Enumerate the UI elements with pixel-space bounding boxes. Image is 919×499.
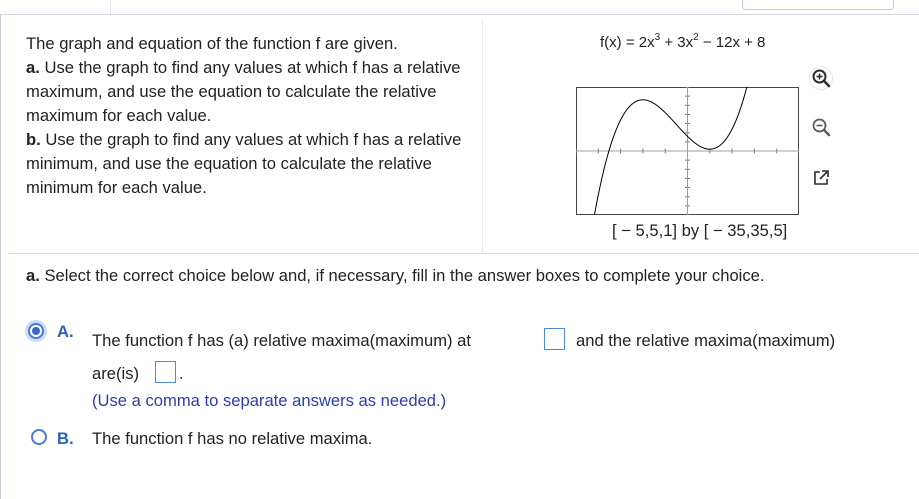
choice-b-text: The function f has no relative maxima. — [92, 429, 373, 448]
section-divider — [8, 253, 919, 254]
part-a-label: a. — [26, 58, 40, 77]
choice-a-text-3: are(is) — [92, 364, 140, 383]
vertical-divider — [482, 20, 483, 252]
answer-hint: (Use a comma to separate answers as needed.) — [92, 391, 447, 410]
choice-a-period: . — [179, 364, 184, 383]
top-divider — [110, 0, 111, 14]
top-field[interactable] — [742, 0, 894, 10]
choice-b-radio[interactable] — [31, 429, 47, 445]
choice-a-letter: A. — [57, 322, 74, 341]
eq-exponent: 2 — [693, 32, 699, 43]
zoom-out-icon — [811, 117, 831, 137]
part-b-text: Use the graph to find any values at which f has a relative minimum, and use the equation to calculate the relative minimum for each value. — [26, 130, 462, 197]
part-a-text: Use the graph to find any values at which f has a relative maximum, and use the equation to calculate the relative maximum for each value. — [26, 58, 461, 125]
problem-intro: The graph and equation of the function f are given. — [26, 34, 398, 53]
max-value-input[interactable] — [155, 361, 176, 383]
question-instruction — [26, 266, 765, 286]
eq-exponent: 3 — [654, 32, 661, 43]
left-border — [0, 14, 1, 499]
choice-a-radio[interactable] — [28, 323, 44, 339]
eq-part: f(x) = 2x — [600, 34, 655, 51]
eq-part: − 12x + 8 — [698, 34, 766, 51]
problem-statement — [26, 32, 476, 200]
question-part-label: a. — [26, 266, 40, 285]
graph-window-label: [ − 5,5,1] by [ − 35,35,5] — [612, 221, 788, 240]
eq-part: + 3x — [660, 34, 694, 51]
part-b-label: b. — [26, 130, 41, 149]
function-equation — [600, 34, 765, 51]
choice-a-text-1: The function f has (a) relative maxima(maximum) at — [92, 331, 472, 350]
zoom-out-button[interactable] — [810, 116, 832, 138]
max-location-input[interactable] — [544, 328, 565, 350]
zoom-in-button[interactable] — [810, 67, 832, 89]
zoom-in-icon — [811, 68, 831, 88]
pop-out-button[interactable] — [810, 167, 832, 189]
function-graph — [576, 87, 799, 215]
choice-b-letter: B. — [57, 429, 74, 448]
question-text: Select the correct choice below and, if necessary, fill in the answer boxes to complete your choice. — [44, 266, 765, 285]
choice-a-text-2: and the relative maxima(maximum) — [576, 331, 836, 350]
pop-out-icon — [812, 169, 830, 187]
